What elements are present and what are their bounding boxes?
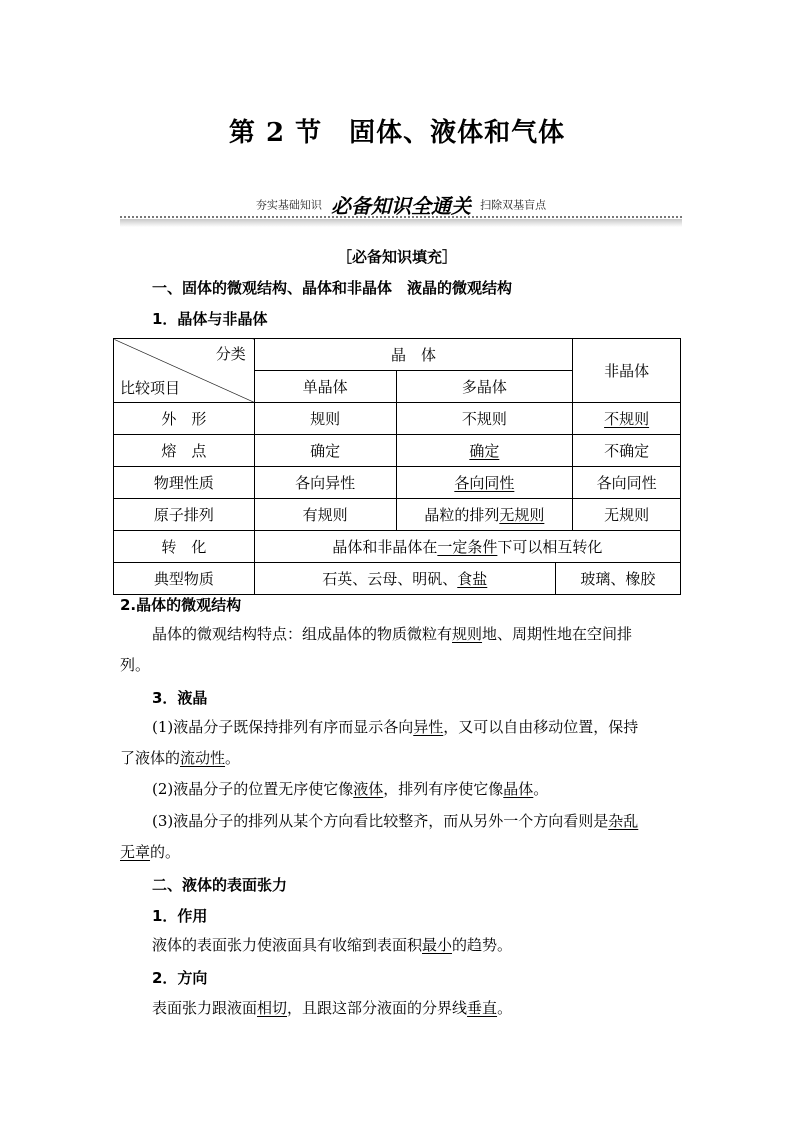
table-row <box>114 563 681 595</box>
typical-text: 石英、云母、明矾、 <box>322 570 458 588</box>
cell-amorphous: 不确定 <box>573 435 681 467</box>
cell-typical-wrapper <box>254 563 680 595</box>
cell-single: 规则 <box>254 403 396 435</box>
cell-poly: 各向同性 <box>454 474 515 492</box>
transform-text-post: 下可以相互转化 <box>497 538 603 556</box>
lc2-text-post: 。 <box>533 780 549 798</box>
section-heading: ［必备知识填充］ <box>336 248 457 266</box>
lc1-text-post: 。 <box>225 749 241 767</box>
corner-bottom-label: 比较项目 <box>120 379 181 397</box>
lc2-underlined-2: 晶体 <box>503 780 534 798</box>
table-row <box>114 435 681 467</box>
table-row <box>114 499 681 531</box>
sub2-heading: 2.晶体的微观结构 <box>120 596 242 614</box>
lc3-text: (3)液晶分子的排列从某个方向看比较整齐，而从另外一个方向看则是 <box>152 812 609 830</box>
cell-poly-text: 晶粒的排列 <box>424 506 500 524</box>
sub1-heading: 1．晶体与非晶体 <box>152 310 268 328</box>
banner-dotted-rule <box>120 216 682 218</box>
cell-amorphous: 不规则 <box>604 410 650 428</box>
cell-single: 各向异性 <box>254 467 396 499</box>
cell-typical-crystal <box>255 563 556 594</box>
cell-single: 有规则 <box>254 499 396 531</box>
lc1-underlined-2: 流动性 <box>180 749 226 767</box>
lc3-paragraph <box>120 806 684 868</box>
lc1-paragraph <box>120 712 684 774</box>
typical-underlined: 食盐 <box>457 570 488 588</box>
lc2-paragraph <box>152 774 548 805</box>
p2s2-heading: 2．方向 <box>152 969 208 987</box>
sub2-text: 晶体的微观结构特点：组成晶体的物质微粒有 <box>152 625 453 643</box>
p2s2-underlined-2: 垂直 <box>467 999 498 1017</box>
p2s2-paragraph <box>152 993 512 1024</box>
banner-right-text: 扫除双基盲点 <box>480 198 547 212</box>
table-row <box>114 531 681 563</box>
cell-transform <box>254 531 680 563</box>
transform-text-pre: 晶体和非晶体在 <box>332 538 438 556</box>
section-banner <box>120 186 682 226</box>
lc1-text: (1)液晶分子既保持排列有序而显示各向 <box>152 718 414 736</box>
cell-poly: 确定 <box>469 442 500 460</box>
sub2-paragraph <box>120 619 684 681</box>
p2s1-text: 液体的表面张力使液面具有收缩到表面积 <box>152 936 423 954</box>
cell-single: 确定 <box>254 435 396 467</box>
p2s1-paragraph <box>152 930 512 961</box>
corner-top-label: 分类 <box>215 345 246 363</box>
header-polycrystal: 多晶体 <box>396 371 573 403</box>
lc3-underlined-1: 杂乱 <box>608 812 639 830</box>
cell-amorphous: 无规则 <box>573 499 681 531</box>
banner-left-text: 夯实基础知识 <box>255 198 322 212</box>
banner-shadow <box>120 219 682 227</box>
sub2-underlined: 规则 <box>452 625 483 643</box>
p2s2-text-post: 。 <box>497 999 513 1017</box>
lc3-underlined-2: 无章 <box>120 843 151 861</box>
lc1-text-line2: 了液体的 <box>120 749 181 767</box>
lc2-text: (2)液晶分子的位置无序使它像 <box>152 780 354 798</box>
table-row <box>114 403 681 435</box>
lc1-text-mid: ，又可以自由移动位置，保持 <box>443 718 639 736</box>
banner-center-text: 必备知识全通关 <box>331 194 471 218</box>
row-label: 转 化 <box>114 531 255 563</box>
cell-poly <box>396 499 573 531</box>
row-label: 原子排列 <box>114 499 255 531</box>
sub2-text-post: 地、周期性地在空间排 <box>482 625 633 643</box>
cell-poly: 不规则 <box>396 403 573 435</box>
row-label: 典型物质 <box>114 563 255 595</box>
part2-heading: 二、液体的表面张力 <box>152 876 288 894</box>
table-header-row <box>114 339 681 371</box>
row-label: 物理性质 <box>114 467 255 499</box>
lc2-text-mid: ，排列有序使它像 <box>383 780 504 798</box>
p2s2-text: 表面张力跟液面 <box>152 999 258 1017</box>
row-label: 外 形 <box>114 403 255 435</box>
corner-cell <box>114 339 255 403</box>
cell-poly-underlined: 无规则 <box>499 506 545 524</box>
crystal-comparison-table <box>113 338 681 595</box>
header-single-crystal: 单晶体 <box>254 371 396 403</box>
cell-amorphous: 各向同性 <box>573 467 681 499</box>
table-row <box>114 467 681 499</box>
p2s2-underlined-1: 相切 <box>257 999 288 1017</box>
row-label: 熔 点 <box>114 435 255 467</box>
typical-inner <box>255 563 680 594</box>
lc1-underlined-1: 异性 <box>413 718 444 736</box>
header-crystal: 晶 体 <box>254 339 572 371</box>
p2s1-underlined: 最小 <box>422 936 453 954</box>
cell-typical-amorphous: 玻璃、橡胶 <box>580 570 656 588</box>
page-title: 第 2 节 固体、液体和气体 <box>228 118 566 148</box>
p2s1-text-post: 的趋势。 <box>452 936 513 954</box>
header-amorphous: 非晶体 <box>573 339 681 403</box>
lc3-text-post: 的。 <box>150 843 181 861</box>
sub2-text-line2: 列。 <box>120 656 151 674</box>
sub3-heading: 3．液晶 <box>152 689 208 707</box>
p2s1-heading: 1．作用 <box>152 907 208 925</box>
lc2-underlined-1: 液体 <box>353 780 384 798</box>
transform-underlined: 一定条件 <box>437 538 498 556</box>
p2s2-text-mid: ，且跟这部分液面的分界线 <box>287 999 468 1017</box>
part1-heading: 一、固体的微观结构、晶体和非晶体 液晶的微观结构 <box>152 279 513 297</box>
